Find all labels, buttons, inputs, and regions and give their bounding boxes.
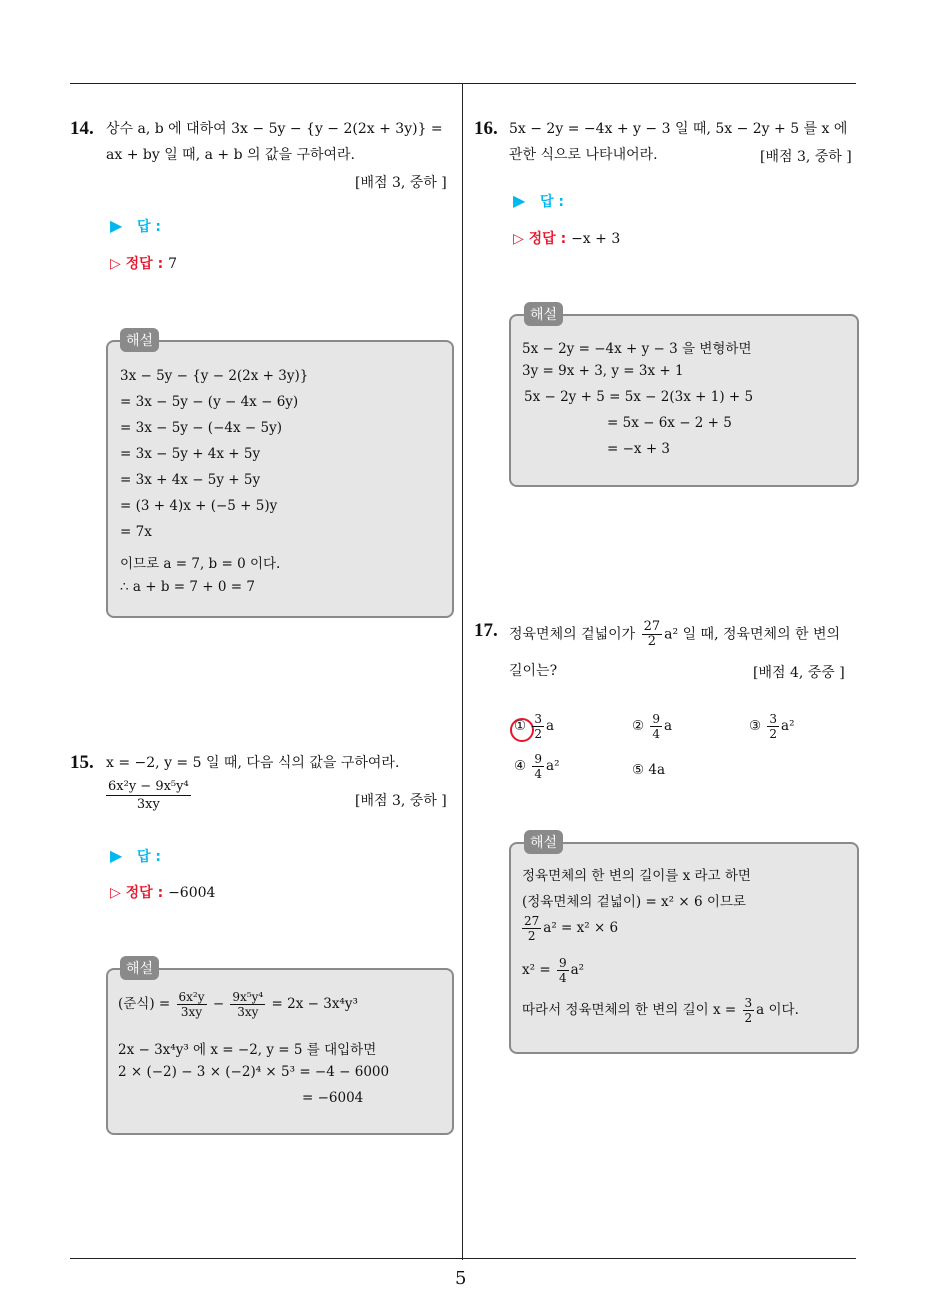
score-difficulty: [배점 3, 중하 ] bbox=[355, 793, 447, 809]
solution-line: = 3x − 5y − (−4x − 5y) bbox=[120, 420, 282, 436]
question-number: 15. bbox=[70, 752, 94, 773]
solution-line: (준식) = $\frac{\text{6x²y}}{3xy}$ − $\frac{\text{9x⁵y⁴}}{3xy}$ = 2x − 3x⁴y³ bbox=[118, 990, 358, 1019]
solution-line: = 3x − 5y − (y − 4x − 6y) bbox=[120, 394, 299, 410]
play-triangle-icon: ▶ bbox=[513, 191, 526, 210]
question-number: 14. bbox=[70, 118, 94, 139]
answer-field[interactable]: ▶ 답 : bbox=[513, 191, 564, 210]
question-text-line-2: 길이는? bbox=[509, 663, 558, 679]
solution-tag: 해설 bbox=[120, 328, 159, 352]
solution-line: 2 × (−2) − 3 × (−2)⁴ × 5³ = −4 − 6000 bbox=[118, 1064, 390, 1080]
answer-field[interactable]: ▶ 답 : bbox=[110, 846, 161, 865]
solution-tag: 해설 bbox=[524, 302, 563, 326]
question-text-line-1: 상수 a, b 에 대하여 3x − 5y − {y − 2(2x + 3y)} = bbox=[106, 121, 443, 137]
play-triangle-icon: ▶ bbox=[110, 216, 123, 235]
solution-line: x² = $\frac{9}{4}$ a² bbox=[522, 956, 585, 985]
play-triangle-icon: ▶ bbox=[110, 846, 123, 865]
top-rule bbox=[70, 83, 856, 84]
solution-line: 5x − 2y + 5 = 5x − 2(3x + 1) + 5 bbox=[524, 389, 754, 405]
question-text-line-1: x = −2, y = 5 일 때, 다음 식의 값을 구하여라. bbox=[106, 755, 400, 771]
question-text-line-1: 정육면체의 겉넓이가 $\frac{27}{2}$ a² 일 때, 정육면체의 한 변의 bbox=[509, 619, 841, 649]
solution-line: 따라서 정육면체의 한 변의 길이 x = $\frac{3}{2}$ a 이다. bbox=[522, 996, 799, 1025]
solution-line: = 5x − 6x − 2 + 5 bbox=[607, 415, 732, 431]
correct-answer: ▷ 정답 : −x + 3 bbox=[513, 231, 621, 247]
solution-tag: 해설 bbox=[120, 956, 159, 980]
score-difficulty: [배점 3, 중하 ] bbox=[355, 175, 447, 191]
column-divider bbox=[462, 83, 463, 1260]
question-number: 17. bbox=[474, 620, 498, 641]
option-5[interactable]: ⑤ 4a bbox=[632, 762, 666, 778]
outline-triangle-icon: ▷ bbox=[110, 885, 121, 901]
solution-line: ∴ a + b = 7 + 0 = 7 bbox=[120, 579, 255, 595]
solution-line: = −6004 bbox=[302, 1090, 364, 1106]
question-text-line-1: 5x − 2y = −4x + y − 3 일 때, 5x − 2y + 5 를 x 에 bbox=[509, 121, 848, 137]
answer-field[interactable]: ▶ 답 : bbox=[110, 216, 161, 235]
outline-triangle-icon: ▷ bbox=[110, 256, 121, 272]
solution-line: 5x − 2y = −4x + y − 3 을 변형하면 bbox=[522, 341, 752, 357]
solution-line: = 3x + 4x − 5y + 5y bbox=[120, 472, 261, 488]
score-difficulty: [배점 3, 중하 ] bbox=[760, 149, 852, 165]
question-text-line-2: 관한 식으로 나타내어라. bbox=[509, 147, 658, 163]
solution-line: = (3 + 4)x + (−5 + 5)y bbox=[120, 498, 278, 514]
question-number: 16. bbox=[474, 118, 498, 139]
solution-line: (정육면체의 겉넓이) = x² × 6 이므로 bbox=[522, 894, 746, 910]
solution-line: = −x + 3 bbox=[607, 441, 671, 457]
option-3[interactable]: ③ $\frac{3}{2}$ a² bbox=[749, 712, 795, 741]
solution-line: = 7x bbox=[120, 524, 152, 540]
bottom-rule bbox=[70, 1258, 856, 1259]
option-4[interactable]: ④ $\frac{9}{4}$ a² bbox=[514, 752, 560, 781]
solution-line: 3y = 9x + 3, y = 3x + 1 bbox=[522, 363, 684, 379]
page-number: 5 bbox=[455, 1268, 467, 1289]
solution-line: 이므로 a = 7, b = 0 이다. bbox=[120, 556, 281, 572]
correct-answer: ▷ 정답 : 7 bbox=[110, 256, 177, 272]
option-2[interactable]: ② $\frac{9}{4}$ a bbox=[632, 712, 673, 741]
solution-line: $\frac{27}{2}$ a² = x² × 6 bbox=[524, 914, 619, 943]
solution-line: 정육면체의 한 변의 길이를 x 라고 하면 bbox=[522, 868, 751, 884]
solution-line: = 3x − 5y + 4x + 5y bbox=[120, 446, 261, 462]
solution-line: 2x − 3x⁴y³ 에 x = −2, y = 5 를 대입하면 bbox=[118, 1042, 377, 1058]
correct-answer: ▷ 정답 : −6004 bbox=[110, 885, 216, 901]
solution-line: 3x − 5y − {y − 2(2x + 3y)} bbox=[120, 368, 309, 384]
solution-tag: 해설 bbox=[524, 830, 563, 854]
question-expression: $\frac{\text{6x²y − 9x⁵y⁴}}{3xy}$ bbox=[108, 779, 189, 812]
option-1[interactable]: ① $\frac{3}{2}$ a bbox=[514, 712, 555, 741]
score-difficulty: [배점 4, 중중 ] bbox=[753, 665, 845, 681]
question-text-line-2: ax + by 일 때, a + b 의 값을 구하여라. bbox=[106, 147, 356, 163]
outline-triangle-icon: ▷ bbox=[513, 231, 524, 247]
